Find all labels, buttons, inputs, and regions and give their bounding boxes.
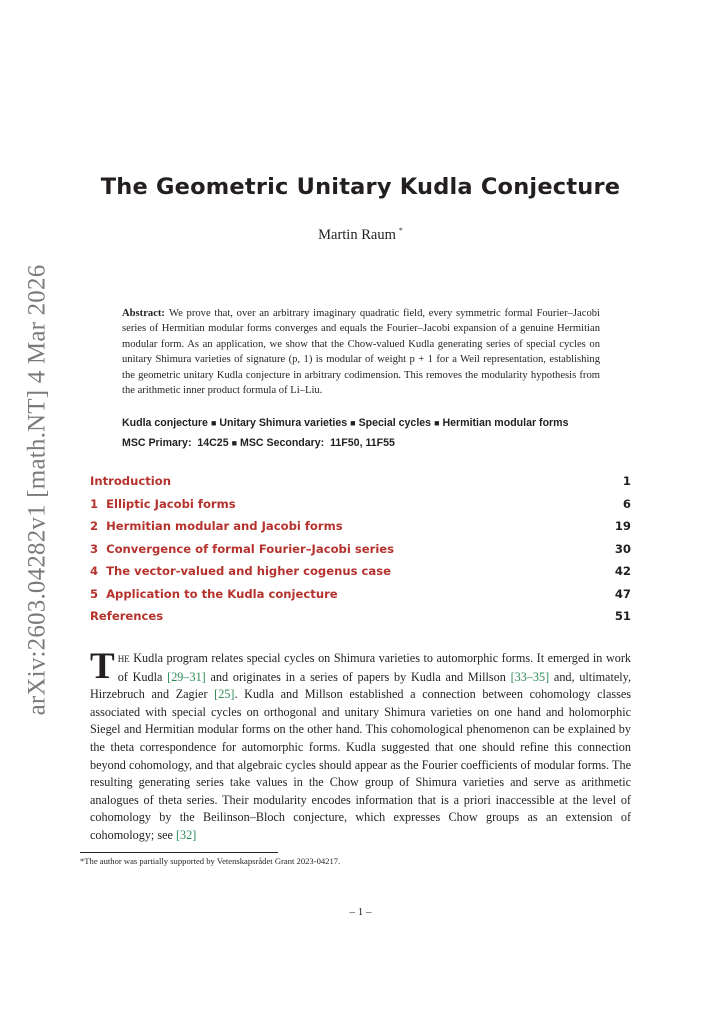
- separator-square-icon: ■: [210, 418, 217, 428]
- toc-label[interactable]: The vector-valued and higher cogenus case: [106, 564, 391, 578]
- toc-entry-section-5[interactable]: [90, 583, 631, 606]
- body-text: . Kudla and Millson established a connection between cohomology classes associated with special cycles on orthogonal and unitary Shimura varieties on one hand and holomorphic Siegel and Hermitian modular forms on the other hand. This cohomological phenomenon can be explained by the theta correspondence for automorphic forms. Kudla suggested that one should refine this connection beyond cohomology, and that algebraic cycles should appear as the Fourier coefficients of modular forms. The resulting generating series take values in the Chow group of Shimura varieties and serve as arithmetic analogues of theta series. Their modularity encodes information that is a priori inaccessible at the level of cohomology by the Beilinson–Bloch conjecture, which expresses Chow groups as an extension of cohomology; see: [90, 687, 631, 842]
- toc-label[interactable]: Convergence of formal Fourier–Jacobi series: [106, 541, 395, 556]
- keywords: [122, 417, 612, 429]
- toc-page: 1: [622, 474, 631, 488]
- toc-entry-section-1[interactable]: [90, 493, 631, 516]
- citation-link[interactable]: [33–35]: [510, 669, 550, 684]
- toc-entry-introduction[interactable]: [90, 470, 631, 493]
- body-text: and originates in a series of papers by Kudla and Millson: [205, 669, 511, 684]
- toc-section-number: 1: [90, 496, 99, 511]
- keyword: Unitary Shimura varieties: [219, 417, 348, 429]
- toc-label[interactable]: Hermitian modular and Jacobi forms: [106, 519, 343, 533]
- keyword: Hermitian modular forms: [442, 417, 569, 429]
- toc-page: 47: [614, 586, 631, 601]
- separator-square-icon: ■: [231, 438, 238, 448]
- separator-square-icon: ■: [350, 418, 356, 428]
- dropcap: T: [90, 646, 115, 687]
- page-number: – 1 –: [349, 906, 372, 918]
- msc-classification: [122, 437, 612, 449]
- toc-section-number: 2: [90, 519, 99, 533]
- abstract: [122, 306, 600, 398]
- toc-section-number: 3: [90, 541, 99, 556]
- keyword: Kudla conjecture: [122, 417, 208, 429]
- citation-link[interactable]: [25]: [214, 687, 235, 702]
- msc-secondary-label: MSC Secondary:: [240, 437, 325, 449]
- msc-primary: 14C25: [197, 437, 229, 449]
- citation-link[interactable]: [29–31]: [167, 669, 206, 684]
- introduction-paragraph: [90, 646, 632, 845]
- toc-section-number: 4: [90, 564, 99, 578]
- author-footnote-mark[interactable]: *: [398, 226, 403, 235]
- footnote-rule: [80, 852, 278, 853]
- toc-page: 42: [614, 564, 631, 578]
- msc-primary-label: MSC Primary:: [122, 437, 192, 449]
- toc-page: 19: [614, 519, 631, 533]
- keyword: Special cycles: [358, 417, 432, 429]
- abstract-label: Abstract:: [122, 308, 165, 319]
- toc-label[interactable]: References: [90, 609, 164, 623]
- author-line: [0, 226, 721, 244]
- body-text: Kudla program relates special cycles on Shimura varieties to automorphic forms. It emerged in work of Kudla: [117, 651, 631, 684]
- toc-label[interactable]: Introduction: [90, 474, 171, 488]
- arxiv-id: arXiv:2603.04282v1 [math.NT] 4 Mar 2026: [23, 264, 50, 716]
- toc-entry-section-2[interactable]: [90, 515, 631, 538]
- arxiv-stamp: [20, 264, 54, 716]
- toc-page: 6: [622, 496, 631, 511]
- body-text: and, ultimately, Hirzebruch and Zagier: [90, 669, 632, 702]
- citation-link[interactable]: [32]: [175, 827, 197, 842]
- toc-label[interactable]: Elliptic Jacobi forms: [106, 496, 236, 511]
- table-of-contents: [90, 470, 631, 628]
- toc-section-number: 5: [90, 586, 99, 601]
- toc-entry-references[interactable]: [90, 605, 631, 628]
- toc-entry-section-4[interactable]: [90, 560, 631, 583]
- toc-page: 51: [614, 609, 631, 623]
- toc-entry-section-3[interactable]: [90, 538, 631, 561]
- footnote: *The author was partially supported by Vetenskapsrådet Grant 2023-04217.: [80, 856, 341, 866]
- paper-title: The Geometric Unitary Kudla Conjecture: [100, 174, 621, 200]
- separator-square-icon: ■: [434, 418, 440, 428]
- abstract-text: We prove that, over an arbitrary imaginary quadratic field, every symmetric formal Fourier–Jacobi series of Hermitian modular forms converges and equals the Fourier–Jacobi expansion of a genuine Hermitian modular form. As an application, we show that the Chow-valued Kudla generating series of special cycles on unitary Shimura varieties of signature (p, 1) is modular of weight p + 1 for a Weil representation, establishing the geometric unitary Kudla conjecture in arbitrary codimension. This removes the modularity hypothesis from the arithmetic inner product formula of Li–Liu.: [122, 308, 600, 397]
- msc-secondary: 11F50, 11F55: [330, 437, 395, 449]
- toc-label[interactable]: Application to the Kudla conjecture: [106, 586, 338, 601]
- author-name: Martin Raum: [318, 226, 396, 243]
- toc-page: 30: [614, 541, 631, 556]
- smallcaps-text: HE: [117, 654, 130, 664]
